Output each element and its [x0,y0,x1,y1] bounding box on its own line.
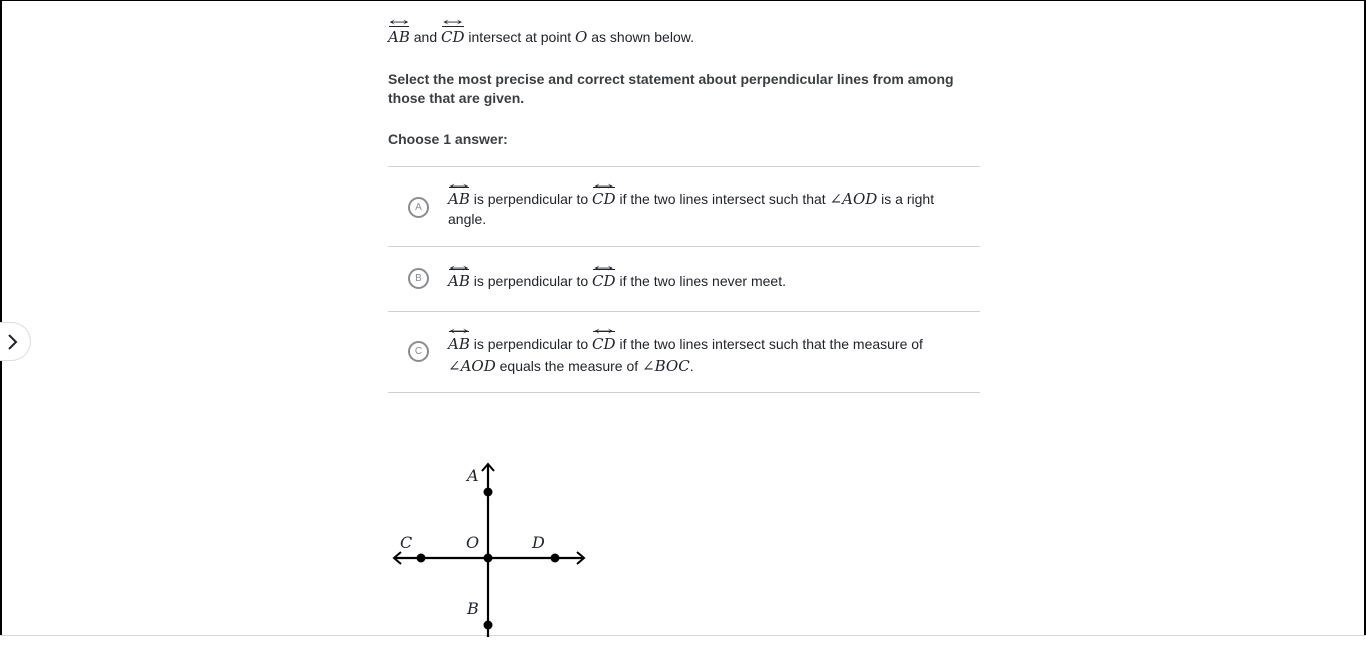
choice-text [448,189,952,229]
point-d [551,554,560,563]
point-o [484,554,493,563]
line-ab: AB ↔ [448,271,470,291]
label-o: O [466,533,480,552]
point-o: O [575,28,588,46]
line-ab: AB ↔ [448,333,470,355]
choice-letter-a: A [408,197,429,218]
choice-text [448,333,952,377]
text: if the two lines intersect such that [615,191,830,207]
text: equals the measure of [495,358,643,374]
angle-boc: ∠BOC [642,357,690,375]
perpendicular-lines-figure [388,455,598,635]
choice-c[interactable] [388,312,980,393]
line-cd: CD ↔ [592,271,616,291]
choice-b[interactable] [388,247,980,312]
expand-sidebar-button[interactable] [0,322,31,361]
angle-aod: ∠AOD [829,190,878,208]
text: if the two lines never meet. [615,273,786,289]
text: intersect at point [464,29,576,45]
question-intro [388,28,694,46]
text: if the two lines intersect such that the measure of [615,336,923,352]
text: as shown below. [587,29,694,45]
text: is perpendicular to [469,191,593,207]
point-c [417,554,426,563]
line-ab: AB ↔ [448,189,470,209]
choice-letter-c: C [408,341,429,362]
point-a [484,488,493,497]
choice-letter-b: B [408,268,429,289]
point-b [484,621,493,630]
label-a: A [467,466,479,485]
lines-diagram [388,455,598,640]
line-cd: CD ↔ [441,28,465,46]
line-cd: CD ↔ [592,333,616,355]
text: is a right angle. [448,191,935,227]
label-c: C [400,533,413,552]
label-b: B [467,599,479,618]
answer-choices [388,166,980,393]
choice-a[interactable] [388,167,980,247]
text: . [689,358,694,374]
line-ab: AB ↔ [388,28,410,46]
label-d: D [532,533,545,552]
line-cd: CD ↔ [592,189,616,209]
text: is perpendicular to [469,273,593,289]
choose-label: Choose 1 answer: [388,131,508,147]
text: and [409,29,441,45]
angle-aod: ∠AOD [448,357,496,375]
text: is perpendicular to [469,336,593,352]
question-instructions: Select the most precise and correct statement about perpendicular lines from among those that are given. [388,71,954,106]
choice-text [448,271,952,291]
chevron-right-icon [0,323,30,361]
divider [0,635,1366,636]
